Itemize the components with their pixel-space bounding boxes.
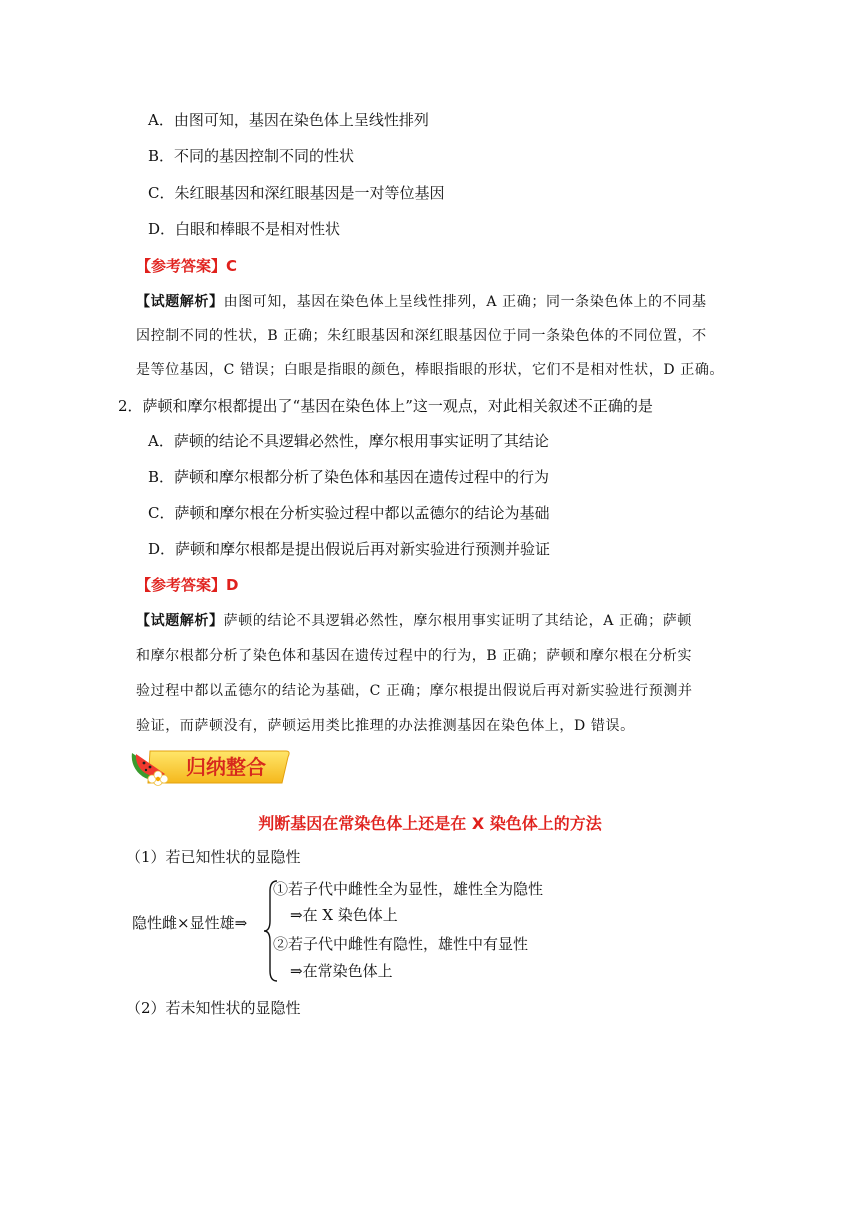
q2-option-a: A．萨顿的结论不具逻辑必然性，摩尔根用事实证明了其结论 xyxy=(148,432,549,450)
cross-formula: 隐性雌×显性雄⇒ xyxy=(132,914,248,932)
q2-option-d: D．萨顿和摩尔根都是提出假说后再对新实验进行预测并验证 xyxy=(148,540,551,558)
q1-analysis-line-2: 因控制不同的性状，B 正确；朱红眼基因和深红眼基因位于同一条染色体的不同位置，不 xyxy=(136,328,707,344)
summary-title: 判断基因在常染色体上还是在 X 染色体上的方法 xyxy=(258,814,602,833)
q2-analysis-line-4: 验证，而萨顿没有，萨顿运用类比推理的办法推测基因在染色体上，D 错误。 xyxy=(136,718,635,734)
q2-stem: 2．萨顿和摩尔根都提出了“基因在染色体上”这一观点，对此相关叙述不正确的是 xyxy=(118,397,653,415)
part1-heading: （1）若已知性状的显隐性 xyxy=(126,848,301,866)
q1-analysis-line-1: 【试题解析】由图可知，基因在染色体上呈线性排列，A 正确；同一条染色体上的不同基 xyxy=(136,294,707,310)
case-1: ①若子代中雌性全为显性，雄性全为隐性 xyxy=(273,880,544,898)
q1-option-b: B．不同的基因控制不同的性状 xyxy=(148,147,355,165)
case-2-result: ⇒在常染色体上 xyxy=(290,962,393,980)
q1-analysis-tag: 【试题解析】 xyxy=(136,294,224,310)
part2-heading: （2）若未知性状的显隐性 xyxy=(126,999,301,1017)
q2-analysis-line-1: 【试题解析】萨顿的结论不具逻辑必然性，摩尔根用事实证明了其结论，A 正确；萨顿 xyxy=(136,613,692,629)
q2-analysis-tag: 【试题解析】 xyxy=(136,613,224,629)
q1-option-c: C．朱红眼基因和深红眼基因是一对等位基因 xyxy=(148,184,445,202)
q2-answer: 【参考答案】D xyxy=(136,576,239,594)
case-1-result: ⇒在 X 染色体上 xyxy=(290,906,398,924)
q1-analysis-line-3: 是等位基因，C 错误；白眼是指眼的颜色，棒眼指眼的形状，它们不是相对性状，D 正确。 xyxy=(136,362,725,378)
q1-option-a: A．由图可知，基因在染色体上呈线性排列 xyxy=(148,111,429,129)
q2-option-b: B．萨顿和摩尔根都分析了染色体和基因在遗传过程中的行为 xyxy=(148,468,550,486)
case-2: ②若子代中雌性有隐性，雄性中有显性 xyxy=(273,935,529,953)
summary-banner-label: 归纳整合 xyxy=(186,755,266,779)
q2-analysis-line-2: 和摩尔根都分析了染色体和基因在遗传过程中的行为，B 正确；萨顿和摩尔根在分析实 xyxy=(136,648,693,664)
q1-answer: 【参考答案】C xyxy=(136,257,238,275)
q2-option-c: C．萨顿和摩尔根在分析实验过程中都以孟德尔的结论为基础 xyxy=(148,504,550,522)
q1-option-d: D．白眼和棒眼不是相对性状 xyxy=(148,220,341,238)
summary-banner xyxy=(128,743,292,789)
q2-analysis-line-3: 验过程中都以孟德尔的结论为基础，C 正确；摩尔根提出假说后再对新实验进行预测并 xyxy=(136,683,693,699)
